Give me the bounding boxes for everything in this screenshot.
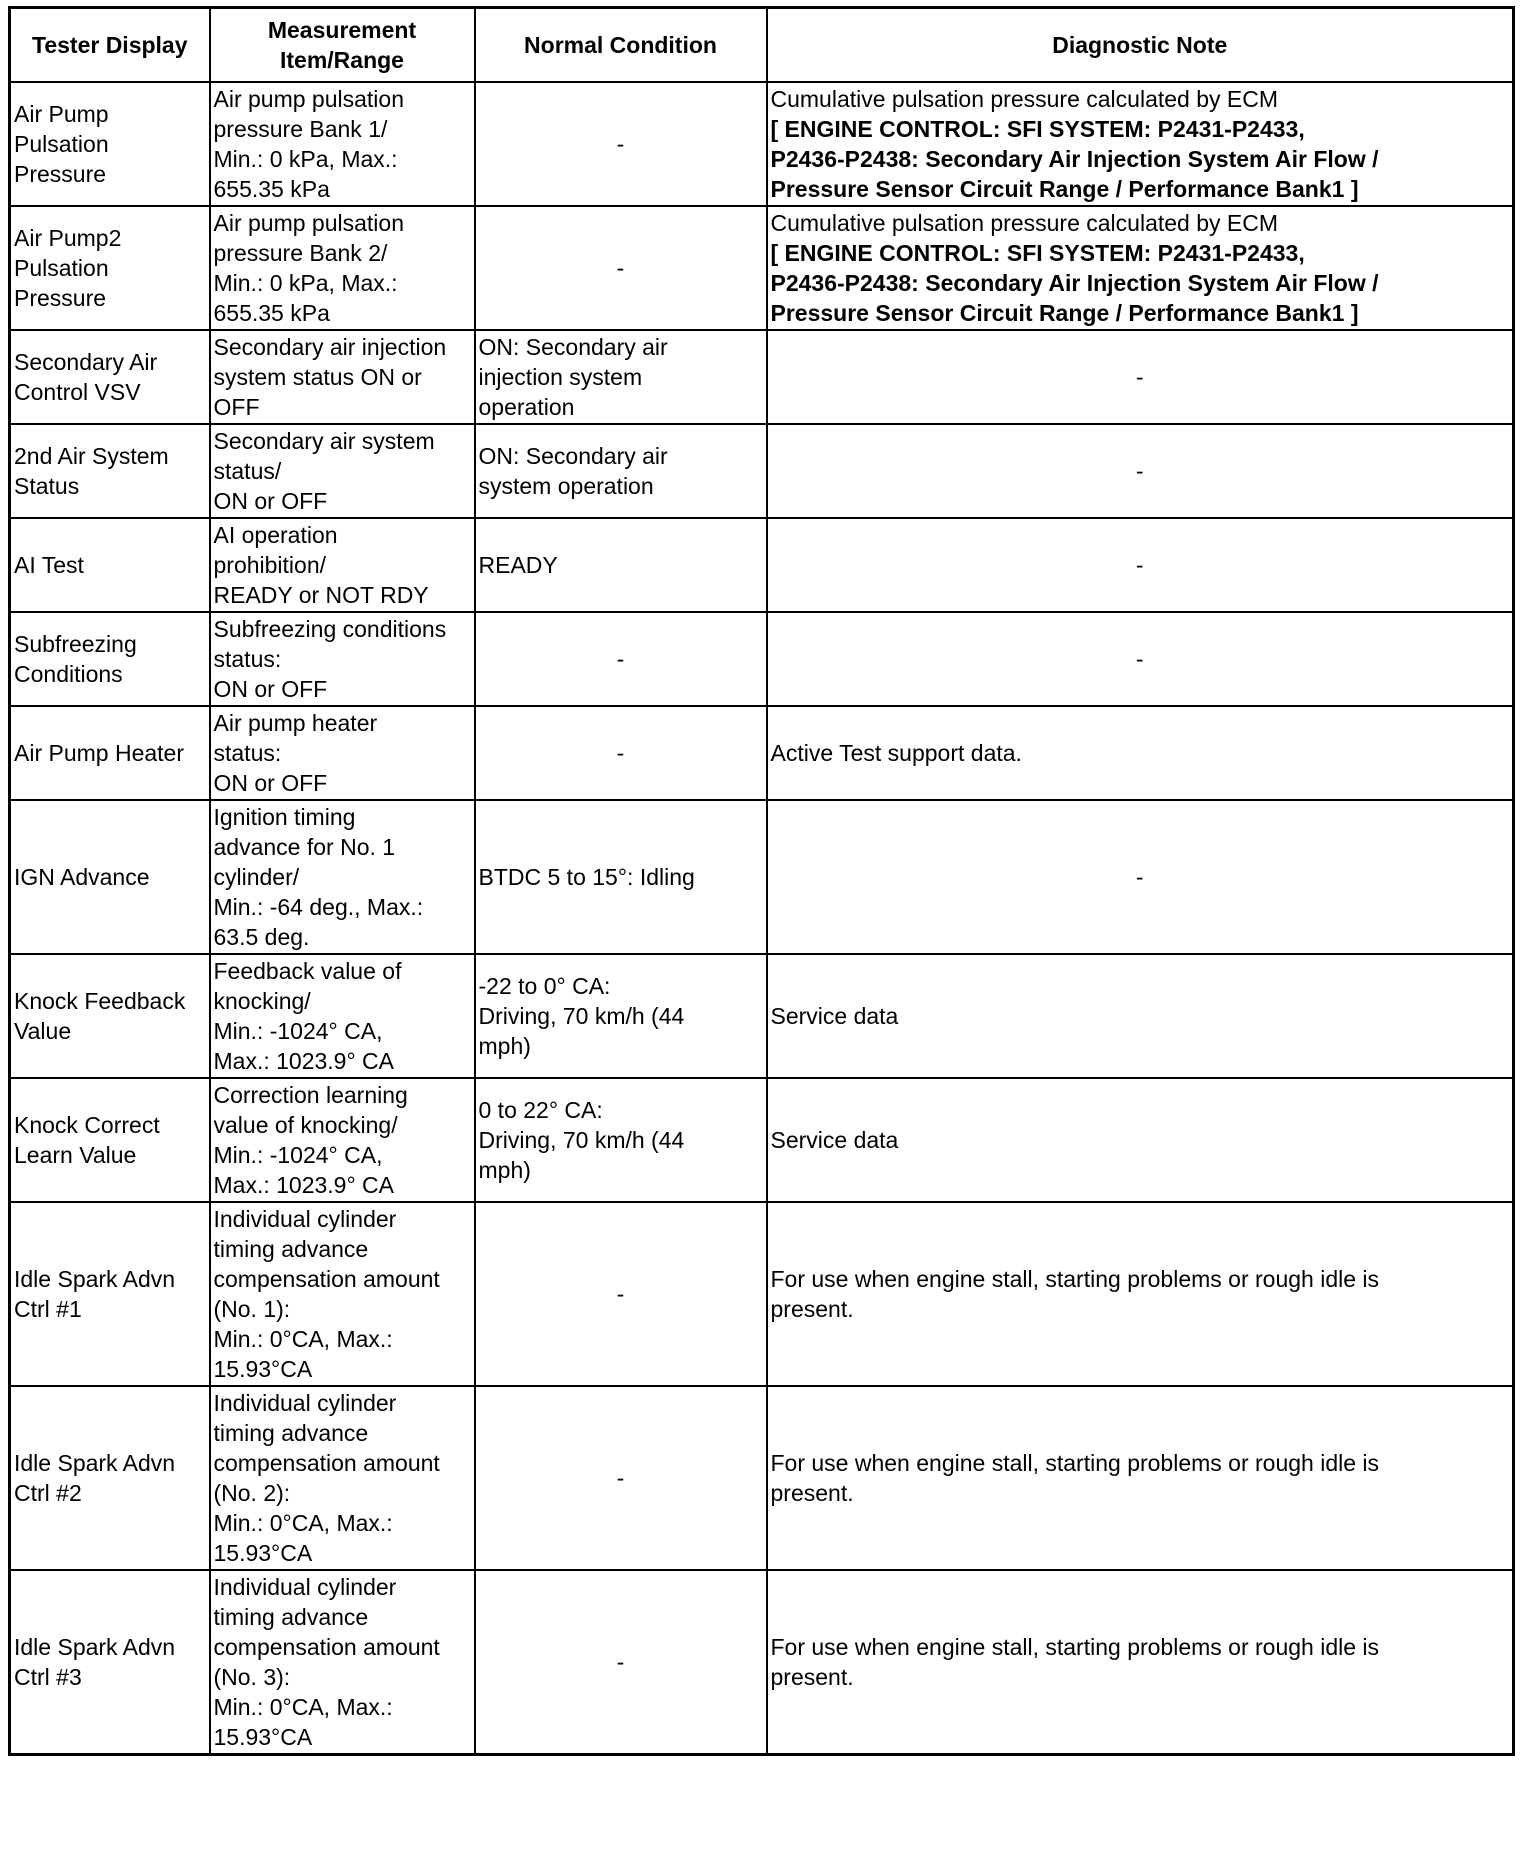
header-normal-condition: Normal Condition xyxy=(475,8,767,83)
table-row xyxy=(10,1386,1514,1570)
diagnostic-note-cell: - xyxy=(767,330,1514,424)
tester-display-cell: Idle Spark Advn Ctrl #1 xyxy=(10,1202,210,1386)
tester-display-cell: Air Pump Heater xyxy=(10,706,210,800)
tester-display-cell: Secondary Air Control VSV xyxy=(10,330,210,424)
diagnostic-note-cell: Service data xyxy=(767,954,1514,1078)
header-measurement-item-range: Measurement Item/Range xyxy=(210,8,475,83)
table-header-row xyxy=(10,8,1514,83)
note-text: Cumulative pulsation pressure calculated by ECM xyxy=(770,86,1279,112)
tester-display-cell: 2nd Air System Status xyxy=(10,424,210,518)
reference-link-text: [ ENGINE CONTROL: SFI SYSTEM: P2431-P2433, P2436-P2438: Secondary Air Injection System Air Flow / Pressure Sensor Circuit Range / Performance Bank1 ] xyxy=(770,240,1379,326)
normal-condition-cell: 0 to 22° CA: Driving, 70 km/h (44 mph) xyxy=(475,1078,767,1202)
diagnostic-note-cell: Active Test support data. xyxy=(767,706,1514,800)
tester-display-cell: Knock Correct Learn Value xyxy=(10,1078,210,1202)
normal-condition-cell: - xyxy=(475,1386,767,1570)
measurement-cell: Subfreezing conditions status: ON or OFF xyxy=(210,612,475,706)
table-row xyxy=(10,206,1514,330)
tester-display-cell: Air Pump2 Pulsation Pressure xyxy=(10,206,210,330)
table-row xyxy=(10,1570,1514,1755)
normal-condition-cell: -22 to 0° CA: Driving, 70 km/h (44 mph) xyxy=(475,954,767,1078)
normal-condition-cell: ON: Secondary air system operation xyxy=(475,424,767,518)
note-text: Cumulative pulsation pressure calculated by ECM xyxy=(770,210,1279,236)
normal-condition-cell: BTDC 5 to 15°: Idling xyxy=(475,800,767,954)
diagnostic-note-cell: - xyxy=(767,424,1514,518)
header-diagnostic-note: Diagnostic Note xyxy=(767,8,1514,83)
normal-condition-cell: - xyxy=(475,612,767,706)
diagnostic-note-cell: For use when engine stall, starting problems or rough idle is present. xyxy=(767,1386,1514,1570)
measurement-cell: Individual cylinder timing advance compensation amount (No. 2): Min.: 0°CA, Max.: 15.93°CA xyxy=(210,1386,475,1570)
measurement-cell: Ignition timing advance for No. 1 cylinder/ Min.: -64 deg., Max.: 63.5 deg. xyxy=(210,800,475,954)
diagnostic-note-cell: For use when engine stall, starting problems or rough idle is present. xyxy=(767,1570,1514,1755)
measurement-cell: Air pump heater status: ON or OFF xyxy=(210,706,475,800)
diagnostic-note-cell: - xyxy=(767,800,1514,954)
table-row xyxy=(10,612,1514,706)
document-page xyxy=(8,6,1515,1756)
diagnostic-note-cell: Service data xyxy=(767,1078,1514,1202)
tester-display-cell: Idle Spark Advn Ctrl #3 xyxy=(10,1570,210,1755)
reference-link-text: [ ENGINE CONTROL: SFI SYSTEM: P2431-P2433, P2436-P2438: Secondary Air Injection System Air Flow / Pressure Sensor Circuit Range / Performance Bank1 ] xyxy=(770,116,1379,202)
diagnostic-note-cell: For use when engine stall, starting problems or rough idle is present. xyxy=(767,1202,1514,1386)
measurement-cell: Feedback value of knocking/ Min.: -1024° CA, Max.: 1023.9° CA xyxy=(210,954,475,1078)
normal-condition-cell: - xyxy=(475,1570,767,1755)
tester-display-cell: Idle Spark Advn Ctrl #2 xyxy=(10,1386,210,1570)
normal-condition-cell: - xyxy=(475,206,767,330)
measurement-cell: Air pump pulsation pressure Bank 1/ Min.: 0 kPa, Max.: 655.35 kPa xyxy=(210,82,475,206)
measurement-cell: Individual cylinder timing advance compensation amount (No. 1): Min.: 0°CA, Max.: 15.93°CA xyxy=(210,1202,475,1386)
data-list-table xyxy=(8,6,1515,1756)
measurement-cell: Secondary air system status/ ON or OFF xyxy=(210,424,475,518)
normal-condition-cell: - xyxy=(475,82,767,206)
table-row xyxy=(10,954,1514,1078)
tester-display-cell: Air Pump Pulsation Pressure xyxy=(10,82,210,206)
table-row xyxy=(10,330,1514,424)
tester-display-cell: Knock Feedback Value xyxy=(10,954,210,1078)
header-tester-display: Tester Display xyxy=(10,8,210,83)
diagnostic-note-cell: - xyxy=(767,612,1514,706)
measurement-cell: Secondary air injection system status ON or OFF xyxy=(210,330,475,424)
table-row xyxy=(10,518,1514,612)
normal-condition-cell: ON: Secondary air injection system operation xyxy=(475,330,767,424)
normal-condition-cell: READY xyxy=(475,518,767,612)
normal-condition-cell: - xyxy=(475,706,767,800)
table-row xyxy=(10,424,1514,518)
measurement-cell: Individual cylinder timing advance compensation amount (No. 3): Min.: 0°CA, Max.: 15.93°CA xyxy=(210,1570,475,1755)
tester-display-cell: Subfreezing Conditions xyxy=(10,612,210,706)
diagnostic-note-cell xyxy=(767,82,1514,206)
tester-display-cell: AI Test xyxy=(10,518,210,612)
normal-condition-cell: - xyxy=(475,1202,767,1386)
diagnostic-note-cell: - xyxy=(767,518,1514,612)
table-row xyxy=(10,82,1514,206)
measurement-cell: Correction learning value of knocking/ Min.: -1024° CA, Max.: 1023.9° CA xyxy=(210,1078,475,1202)
tester-display-cell: IGN Advance xyxy=(10,800,210,954)
table-row xyxy=(10,1078,1514,1202)
measurement-cell: AI operation prohibition/ READY or NOT RDY xyxy=(210,518,475,612)
measurement-cell: Air pump pulsation pressure Bank 2/ Min.: 0 kPa, Max.: 655.35 kPa xyxy=(210,206,475,330)
table-row xyxy=(10,800,1514,954)
table-body xyxy=(10,82,1514,1755)
table-row xyxy=(10,1202,1514,1386)
diagnostic-note-cell xyxy=(767,206,1514,330)
table-row xyxy=(10,706,1514,800)
